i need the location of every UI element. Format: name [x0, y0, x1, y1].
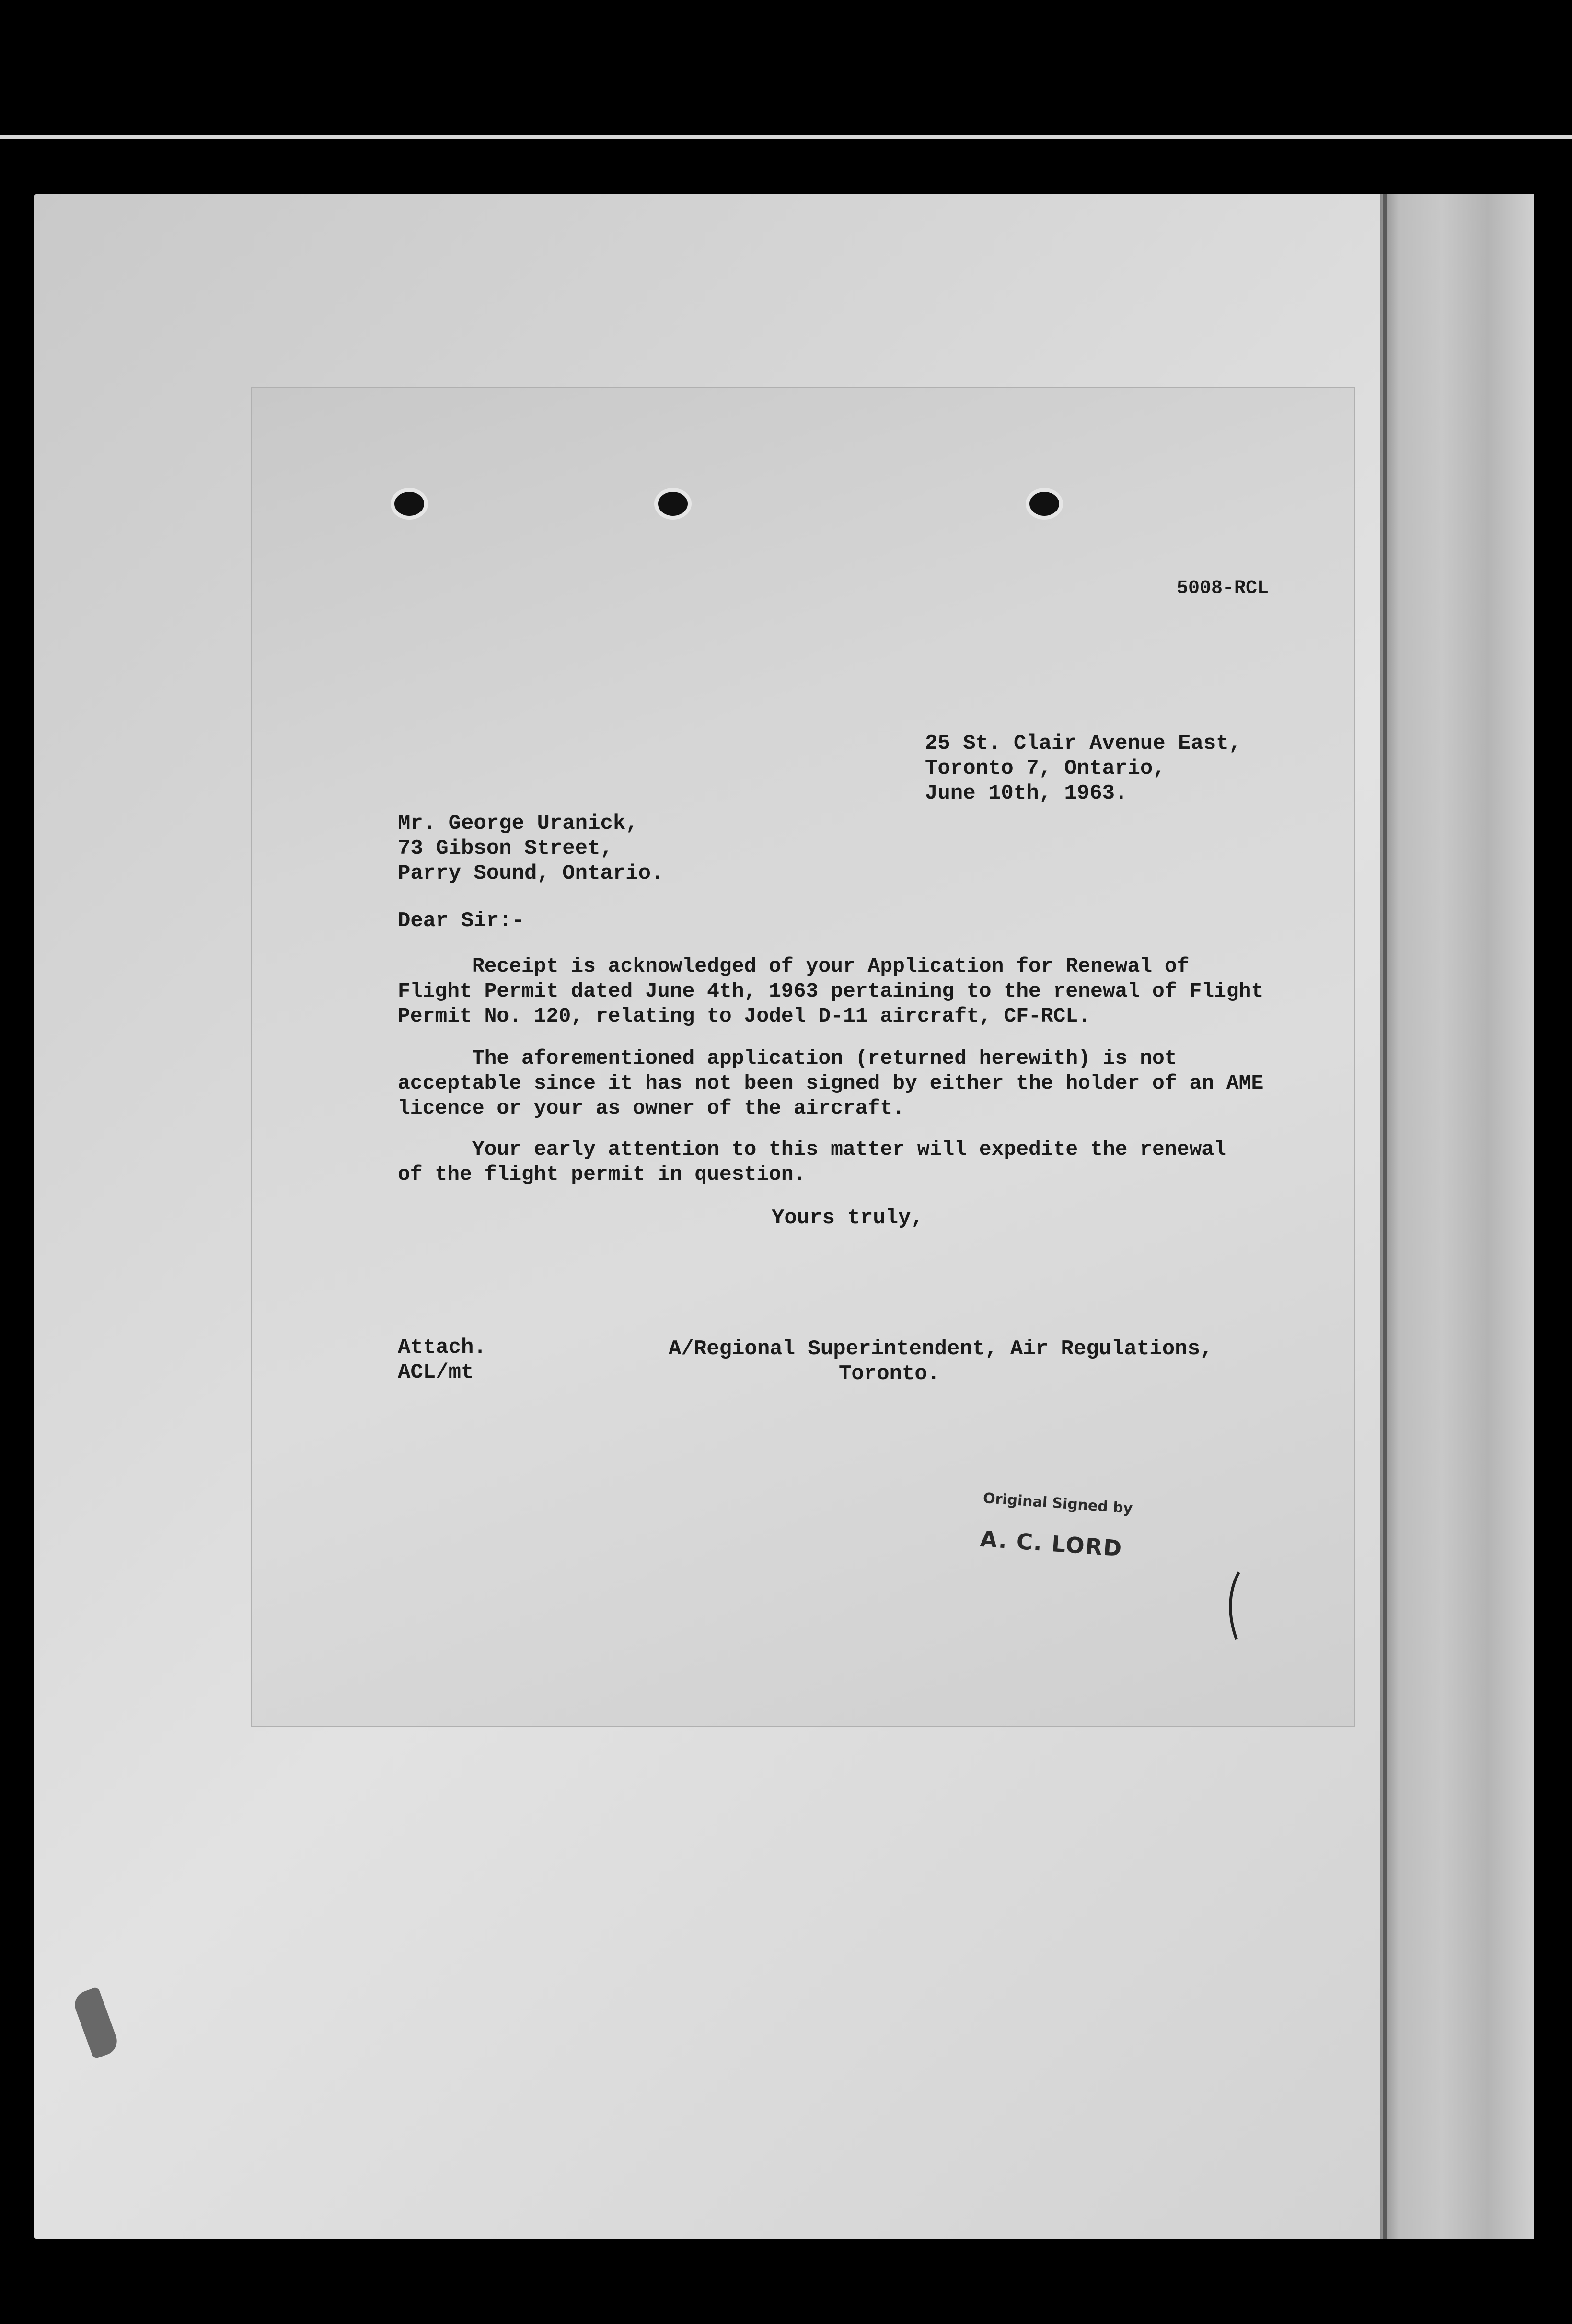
- body-line: acceptable since it has not been signed by either the holder of an AME: [398, 1071, 1264, 1095]
- body-line: Receipt is acknowledged of your Application for Renewal of: [398, 954, 1190, 978]
- body-line: The aforementioned application (returned herewith) is not: [398, 1046, 1177, 1070]
- closing: Yours truly,: [772, 1206, 924, 1230]
- folder-fold-line: [1383, 194, 1387, 2239]
- body-line: licence or your as owner of the aircraft.: [398, 1096, 905, 1120]
- punch-hole-left: [391, 488, 428, 520]
- pencil-tick-mark: [1225, 1570, 1244, 1642]
- body-line: Flight Permit dated June 4th, 1963 pertaining to the renewal of Flight: [398, 979, 1264, 1003]
- sender-address-line: 25 St. Clair Avenue East,: [925, 732, 1242, 755]
- sender-address-line: June 10th, 1963.: [925, 781, 1128, 805]
- body-line: of the flight permit in question.: [398, 1162, 806, 1186]
- enclosure-line: Attach.: [398, 1336, 486, 1360]
- file-number: 5008-RCL: [1177, 578, 1269, 599]
- recipient-address-line: Mr. George Uranick,: [398, 812, 638, 836]
- salutation: Dear Sir:-: [398, 909, 525, 933]
- body-line: Permit No. 120, relating to Jodel D-11 aircraft, CF-RCL.: [398, 1004, 1091, 1028]
- film-border-rule: [0, 135, 1572, 139]
- sender-address-line: Toronto 7, Ontario,: [925, 756, 1166, 780]
- signature-location: Toronto.: [839, 1362, 940, 1386]
- punch-hole-center: [654, 488, 692, 520]
- recipient-address-line: 73 Gibson Street,: [398, 837, 613, 860]
- punch-hole-right: [1026, 488, 1063, 520]
- stamp-caption: Original Signed by: [982, 1489, 1133, 1517]
- folder-spine: [1380, 194, 1534, 2239]
- signature-title: A/Regional Superintendent, Air Regulations,: [669, 1337, 1213, 1361]
- recipient-address-line: Parry Sound, Ontario.: [398, 861, 664, 885]
- stamp-signatory: A. C. LORD: [979, 1525, 1123, 1562]
- signature-stamp: [978, 1472, 1134, 1580]
- letter-page: [252, 388, 1354, 1726]
- enclosure-line: ACL/mt: [398, 1360, 474, 1384]
- body-line: Your early attention to this matter will expedite the renewal: [398, 1138, 1226, 1161]
